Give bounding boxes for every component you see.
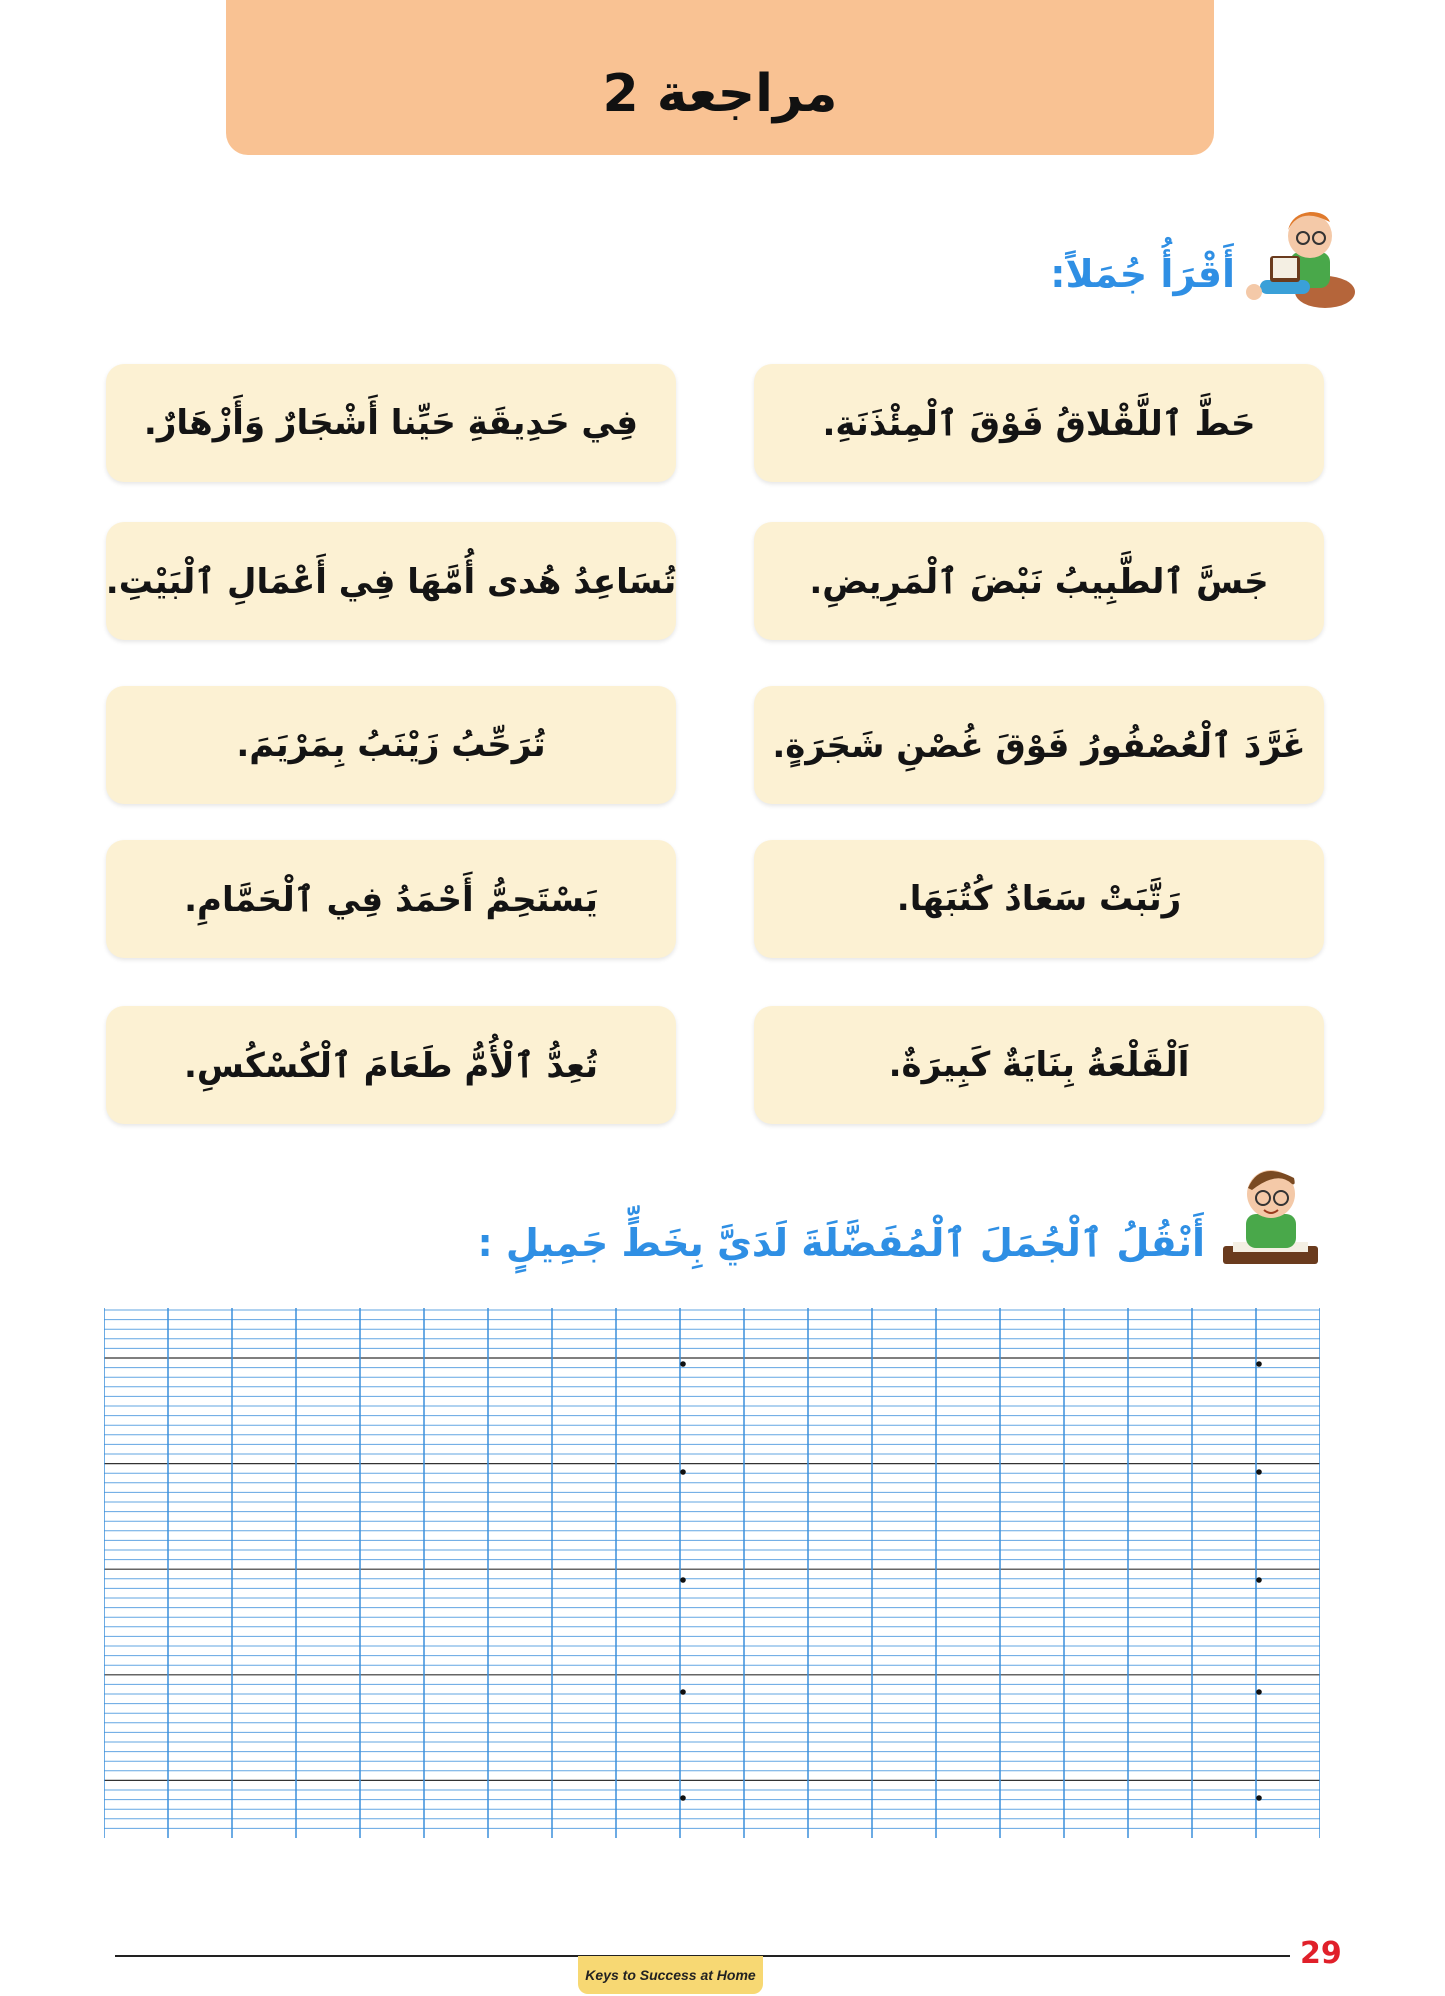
section-heading-read: أَقْرَأُ جُمَلاً: (1050, 252, 1235, 296)
sentence-card (106, 522, 676, 640)
sentence-card (106, 686, 676, 804)
sentence-text: جَسَّ ٱلطَّبِيبُ نَبْضَ ٱلْمَرِيضِ. (809, 561, 1269, 602)
sentence-card (754, 1006, 1324, 1124)
sentence-card (754, 364, 1324, 482)
sentence-card (106, 364, 676, 482)
grid-dot (680, 1469, 686, 1475)
sentence-card (754, 522, 1324, 640)
sentence-card (106, 840, 676, 958)
title-banner (226, 0, 1214, 155)
sentence-text: اَلْقَلْعَةُ بِنَايَةٌ كَبِيرَةٌ. (888, 1045, 1190, 1085)
grid-dot (1256, 1469, 1262, 1475)
sentence-text: تُرَحِّبُ زَيْنَبُ بِمَرْيَمَ. (236, 725, 546, 765)
sentence-text: رَتَّبَتْ سَعَادُ كُتُبَهَا. (896, 879, 1182, 919)
grid-dot (1256, 1361, 1262, 1367)
sentence-text: يَسْتَحِمُّ أَحْمَدُ فِي ٱلْحَمَّامِ. (184, 879, 598, 920)
grid-dot (1256, 1689, 1262, 1695)
footer-brand-text: Keys to Success at Home (585, 1967, 756, 1983)
section-heading-copy: أَنْقُلُ ٱلْجُمَلَ ٱلْمُفَضَّلَةَ لَدَيَّ بِخَطٍّ جَمِيلٍ : (477, 1221, 1205, 1265)
sentence-text: تُسَاعِدُ هُدى أُمَّهَا فِي أَعْمَالِ ٱلْبَيْتِ. (105, 561, 677, 602)
sentence-card (106, 1006, 676, 1124)
footer-brand-badge (578, 1956, 763, 1994)
page-number: 29 (1300, 1936, 1342, 1971)
sentence-text: تُعِدُّ ٱلْأُمُّ طَعَامَ ٱلْكُسْكُسِ. (184, 1045, 598, 1086)
sentence-text: فِي حَدِيقَةِ حَيِّنا أَشْجَارٌ وَأَزْهَارٌ. (143, 403, 639, 443)
grid-dot (680, 1577, 686, 1583)
grid-dot (1256, 1795, 1262, 1801)
sentence-card (754, 686, 1324, 804)
grid-dot (680, 1795, 686, 1801)
sentence-card (754, 840, 1324, 958)
grid-dot (680, 1689, 686, 1695)
reading-child-icon (1240, 200, 1360, 310)
handwriting-grid[interactable] (104, 1308, 1320, 1838)
grid-dot (680, 1361, 686, 1367)
sentence-text: حَطَّ ٱللَّقْلاقُ فَوْقَ ٱلْمِئْذَنَةِ. (822, 403, 1256, 444)
grid-dot (1256, 1577, 1262, 1583)
page-title: مراجعة 2 (602, 64, 838, 124)
writing-child-icon (1208, 1156, 1328, 1276)
sentence-text: غَرَّدَ ٱلْعُصْفُورُ فَوْقَ غُصْنِ شَجَرَةٍ. (772, 725, 1306, 766)
